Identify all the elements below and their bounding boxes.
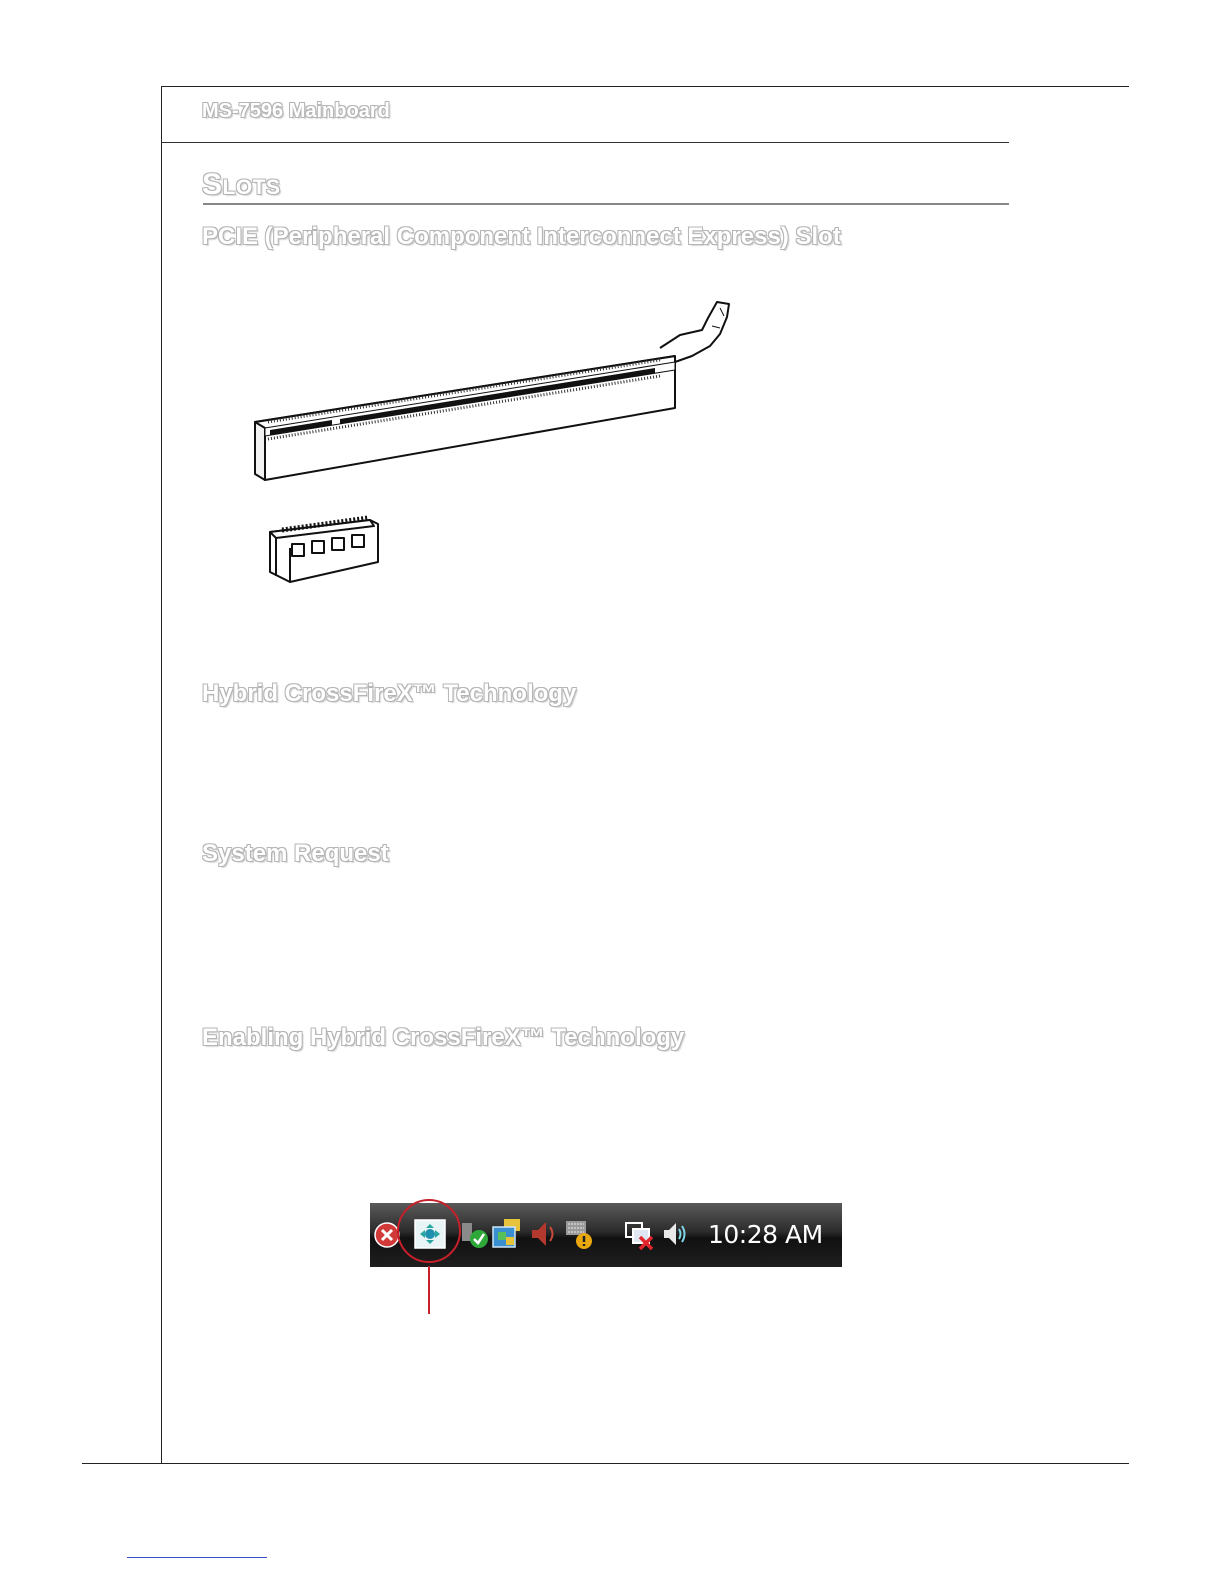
heading-hybrid-crossfirex: Hybrid CrossFireX™ Technology [202,680,577,707]
network-display-icon[interactable] [490,1217,524,1251]
header-rule [161,142,1009,143]
footer-link-underline [127,1557,267,1558]
pcie-x1-slot-illustration [270,518,378,582]
pcie-slots-figure [240,290,740,590]
heading-system-request: System Request [202,840,389,867]
taskbar-clock[interactable]: 10:28 AM [708,1220,823,1249]
catalyst-icon-highlight-circle [397,1199,461,1263]
page-frame-bottom-rule [82,1463,1129,1464]
speaker-muted-icon[interactable] [528,1217,558,1251]
pcie-x16-slot-illustration [255,302,729,480]
heading-enabling-hybrid-crossfirex: Enabling Hybrid CrossFireX™ Technology [202,1024,685,1051]
manual-title: MS-7596 Mainboard [202,100,390,122]
page-frame-top-rule [161,86,1129,87]
windows-defender-check-icon[interactable] [460,1217,490,1251]
network-disconnected-icon[interactable] [624,1217,654,1251]
keyboard-warning-icon[interactable] [564,1217,594,1251]
catalyst-icon-callout-line [428,1266,430,1314]
section-rule [203,203,1009,205]
page-frame-left-rule [161,86,162,1463]
volume-icon[interactable] [660,1217,690,1251]
section-title: Slots [202,168,281,201]
heading-pcie-slot: PCIE (Peripheral Component Interconnect Express) Slot [202,223,841,250]
